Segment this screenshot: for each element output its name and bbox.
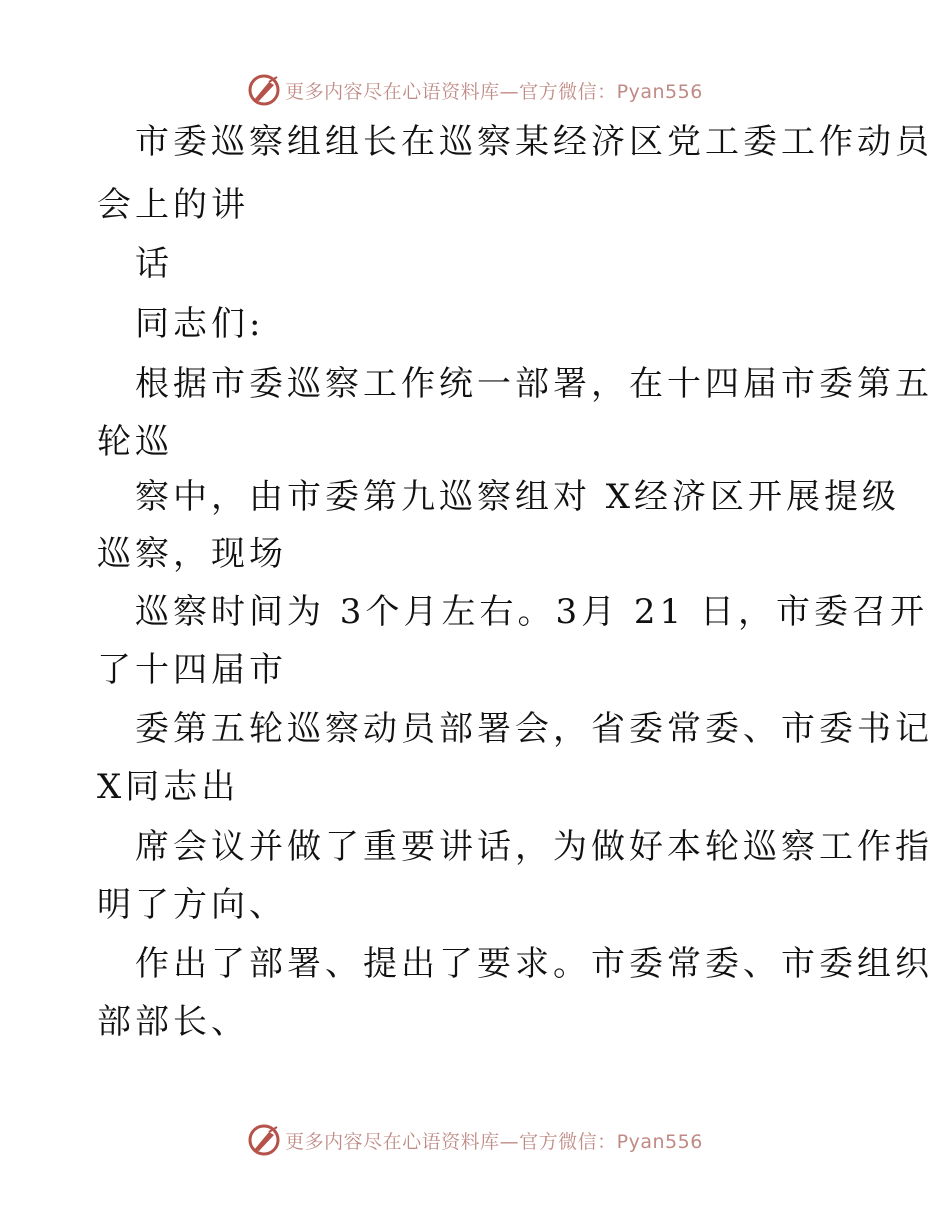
text-line: 巡察，现场: [97, 534, 287, 574]
text-line: 明了方向、: [97, 885, 287, 925]
text-line: 会上的讲: [97, 185, 249, 225]
text-line: 根据市委巡察工作统一部署，在十四届市委第五: [135, 364, 933, 404]
text-line: 委第五轮巡察动员部署会，省委常委、市委书记: [135, 709, 933, 749]
quill-pen-logo-icon: [247, 73, 281, 107]
text-line: 轮巡: [97, 422, 173, 462]
text-line: 同志们:: [135, 304, 265, 344]
text-line: 巡察时间为 3个月左右。3月 21 日，市委召开: [135, 592, 928, 632]
text-line: 了十四届市: [97, 650, 287, 690]
text-line: 作出了部署、提出了要求。市委常委、市委组织: [135, 944, 933, 984]
header-banner: [0, 70, 950, 110]
text-line: X同志出: [97, 767, 240, 807]
text-line: 部部长、: [97, 1002, 249, 1042]
quill-pen-logo-icon: [247, 1123, 281, 1157]
text-line: 察中，由市委第九巡察组对 X经济区开展提级: [135, 477, 901, 517]
text-line: 席会议并做了重要讲话，为做好本轮巡察工作指: [135, 827, 933, 867]
text-line: 话: [135, 244, 173, 284]
text-line: 市委巡察组组长在巡察某经济区党工委工作动员: [135, 122, 933, 162]
footer-banner-text: 更多内容尽在心语资料库—官方微信：Pyan556: [285, 1130, 703, 1153]
header-banner-text: 更多内容尽在心语资料库—官方微信：Pyan556: [285, 80, 703, 103]
footer-banner: [0, 1120, 950, 1160]
